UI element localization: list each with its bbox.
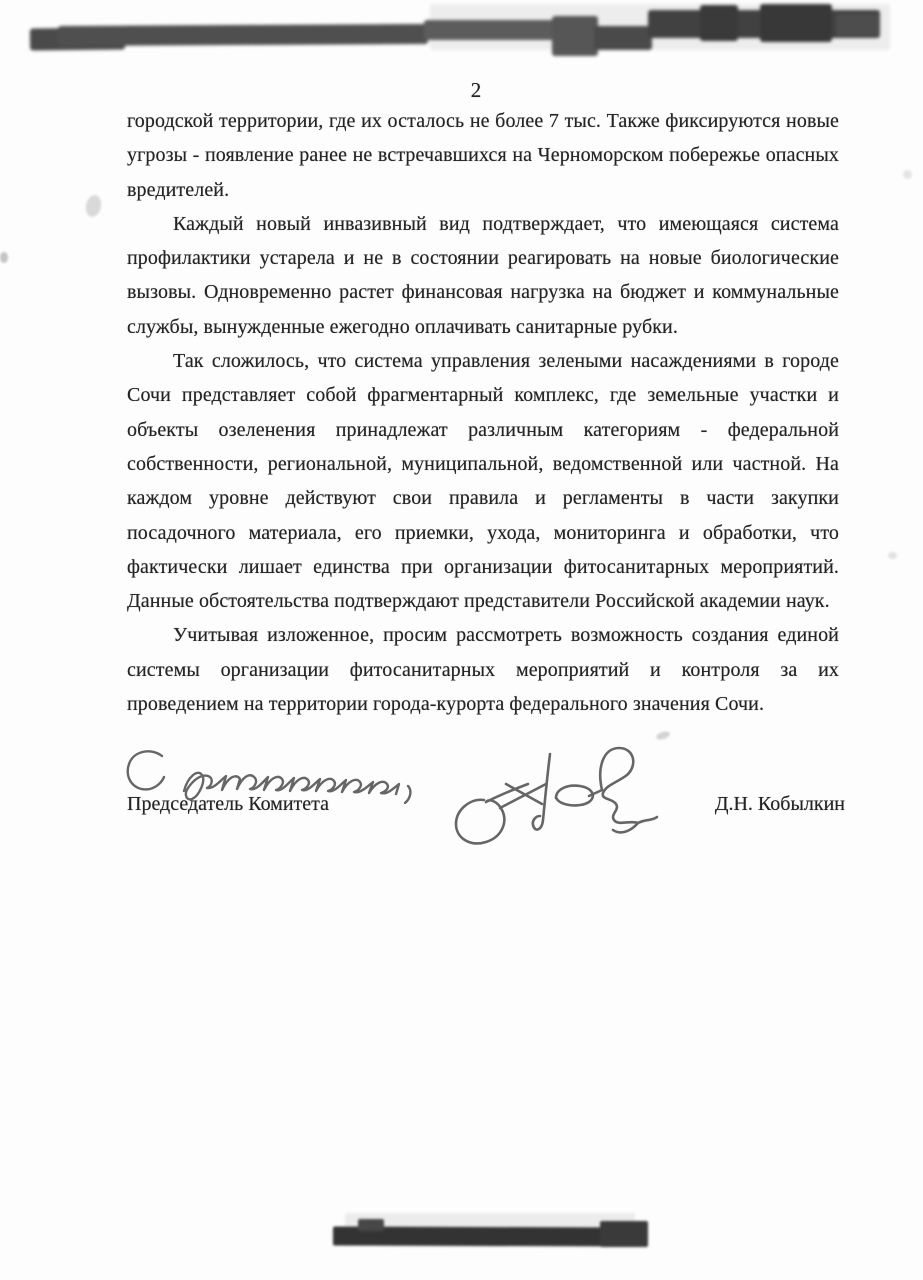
page-number: 2 <box>470 78 482 102</box>
paragraph-2: Каждый новый инвазивный вид подтверждает, что имеющаяся система профилактики устарела и не в состоянии реагировать на новые биологические вызовы. Одновременно растет финансовая нагрузка на бюджет и коммунальные службы, вынужденные ежегодно оплачивать санитарные рубки. <box>127 212 839 338</box>
paragraph-4: Учитывая изложенное, просим рассмотреть возможность создания единой системы организации фитосанитарных мероприятий и контроля за их проведением на территории города-курорта федерального значения Сочи. <box>127 624 839 716</box>
paragraph-3: Так сложилось, что система управления зелеными насаждениями в городе Сочи представляет собой фрагментарный комплекс, где земельные участки и объекты озеленения принадлежат различным категориям - федеральной собственности, региональной, муниципальной, ведомственной или частной. На каждом уровне действуют свои правила и регламенты в части закупки посадочного материала, его приемки, ухода, мониторинга и обработки, что фактически лишает единства при организации фитосанитарных мероприятий. Данные обстоятельства подтверждают представители Российской академии наук. <box>127 350 839 613</box>
signer-name: Д.Н. Кобылкин <box>714 793 845 815</box>
scan-speck <box>903 170 912 179</box>
scan-speck <box>888 552 897 559</box>
scan-smudge-top <box>0 0 923 70</box>
scan-smudge-bottom <box>0 1205 923 1265</box>
paragraph-1: городской территории, где их осталось не более 7 тыс. Также фиксируются новые угрозы - появление ранее не встречавшихся на Черноморском побережье опасных вредителей. <box>127 110 839 201</box>
scan-speck <box>84 194 103 219</box>
scan-smudge-wash <box>430 4 890 50</box>
signature <box>450 740 672 858</box>
scan-speck <box>0 252 8 263</box>
letter-body <box>127 104 839 721</box>
signer-title: Председатель Комитета <box>127 793 330 815</box>
